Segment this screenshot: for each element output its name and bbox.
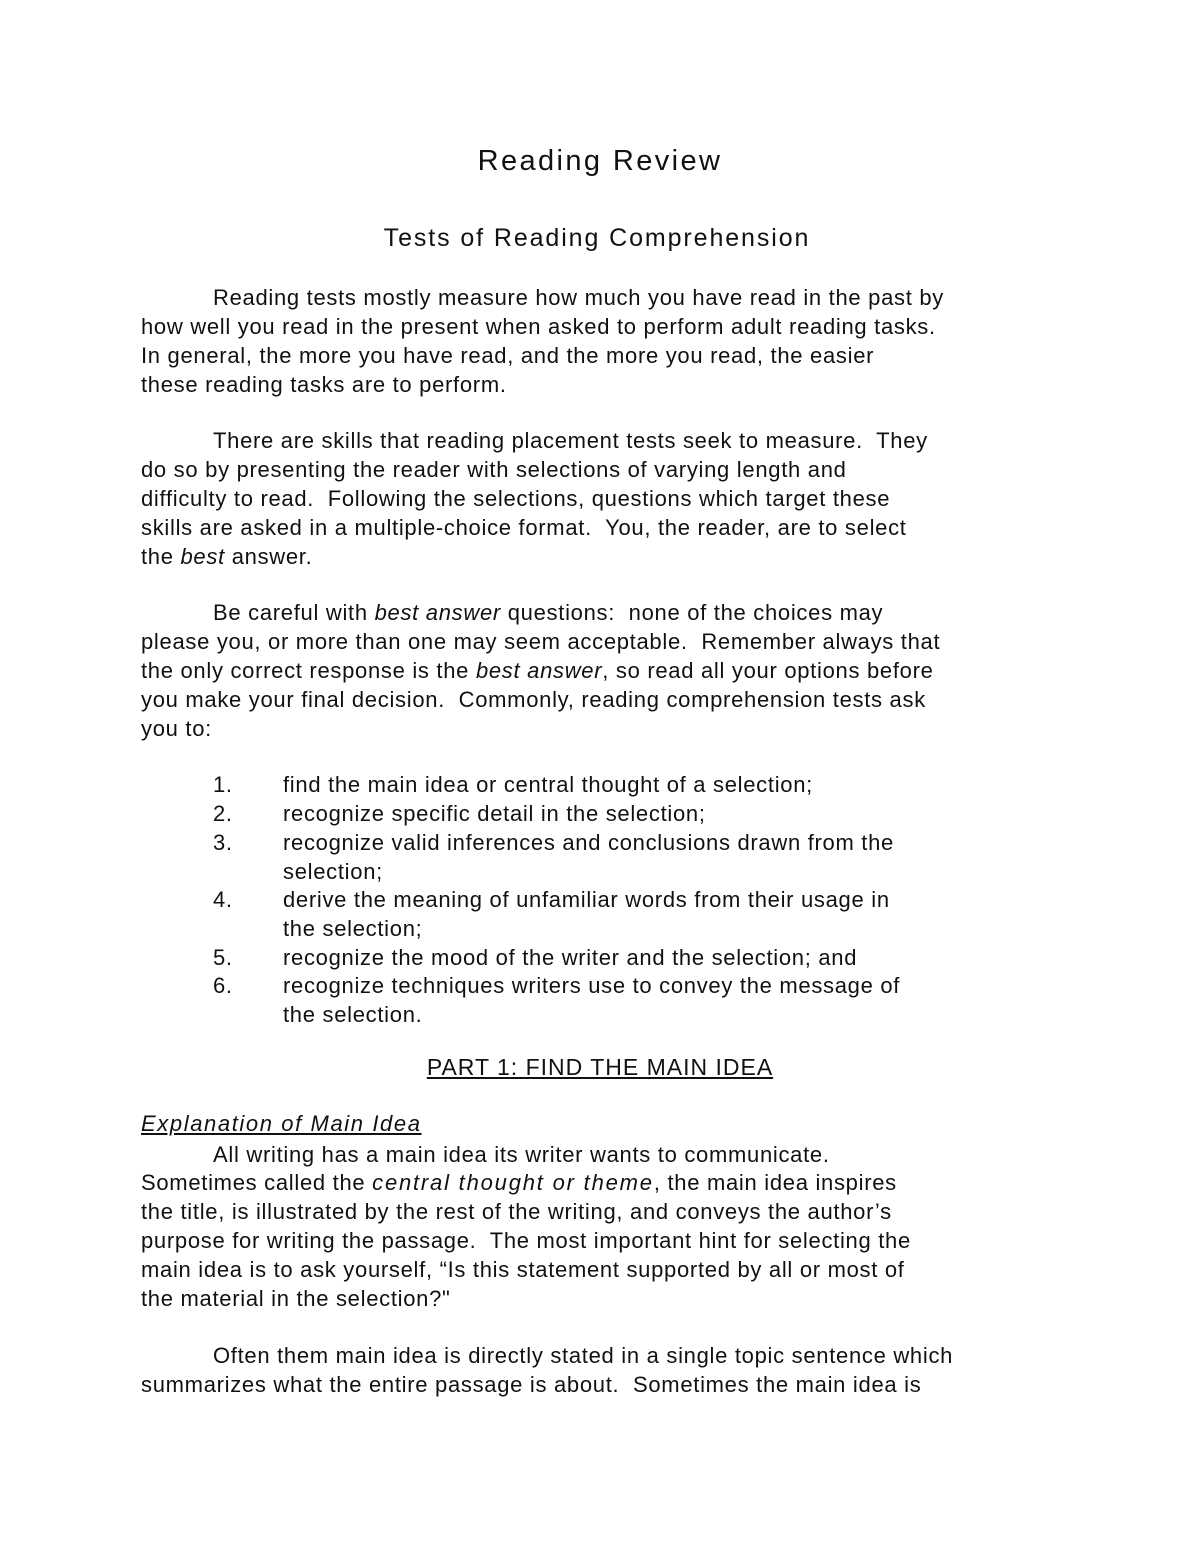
para3-line: the only correct response is the best answer, so read all your options before (141, 658, 934, 683)
list-item-number: 6. (213, 973, 233, 998)
list-item: recognize the mood of the writer and the selection; and (283, 945, 858, 970)
list-item: recognize valid inferences and conclusions drawn from the (283, 830, 894, 855)
list-item-number: 2. (213, 801, 233, 826)
emphasis-best-answer: best answer (374, 600, 501, 625)
para3-line: please you, or more than one may seem acceptable. Remember always that (141, 629, 941, 654)
emphasis-best-answer: best answer (475, 658, 603, 683)
para5-line: Often them main idea is directly stated in a single topic sentence which (213, 1343, 954, 1368)
para3-line: you make your final decision. Commonly, reading comprehension tests ask (141, 687, 926, 712)
list-item-number: 4. (213, 887, 233, 912)
list-item: recognize specific detail in the selection; (283, 801, 706, 826)
para2-line: There are skills that reading placement tests seek to measure. They (213, 428, 928, 453)
para1-line: Reading tests mostly measure how much you have read in the past by (213, 285, 945, 310)
document-title: Reading Review (477, 145, 723, 177)
para4-line: the material in the selection?" (141, 1286, 451, 1311)
document-subtitle: Tests of Reading Comprehension (383, 224, 811, 252)
emphasis-central-thought: central thought or theme (372, 1170, 654, 1195)
para1-line: In general, the more you have read, and the more you read, the easier (141, 343, 875, 368)
list-item-number: 1. (213, 772, 233, 797)
para4-line: purpose for writing the passage. The most important hint for selecting the (141, 1228, 911, 1253)
list-item-number: 5. (213, 945, 233, 970)
para3-line: you to: (141, 716, 212, 741)
list-item: the selection. (283, 1002, 423, 1027)
para4-line: the title, is illustrated by the rest of the writing, and conveys the author’s (141, 1199, 892, 1224)
para5-line: summarizes what the entire passage is about. Sometimes the main idea is (141, 1372, 922, 1397)
para2-line: difficulty to read. Following the selections, questions which target these (141, 486, 891, 511)
para4-line: All writing has a main idea its writer wants to communicate. (213, 1142, 830, 1167)
para4-line: main idea is to ask yourself, “Is this statement supported by all or most of (141, 1257, 905, 1282)
list-item: derive the meaning of unfamiliar words from their usage in (283, 887, 890, 912)
section-heading: PART 1: FIND THE MAIN IDEA (426, 1054, 774, 1080)
para2-line: do so by presenting the reader with selections of varying length and (141, 457, 847, 482)
para4-line: Sometimes called the central thought or theme, the main idea inspires (141, 1170, 897, 1195)
list-item-number: 3. (213, 830, 233, 855)
list-item: recognize techniques writers use to convey the message of (283, 973, 901, 998)
list-item: selection; (283, 859, 383, 884)
para2-line: skills are asked in a multiple-choice format. You, the reader, are to select (141, 515, 907, 540)
para1-line: these reading tasks are to perform. (141, 372, 507, 397)
subheading: Explanation of Main Idea (141, 1111, 422, 1136)
para3-line: Be careful with best answer questions: none of the choices may (213, 600, 884, 625)
list-item: the selection; (283, 916, 423, 941)
emphasis-best: best (180, 544, 225, 569)
list-item: find the main idea or central thought of a selection; (283, 772, 813, 797)
para1-line: how well you read in the present when asked to perform adult reading tasks. (141, 314, 936, 339)
para2-line: the best answer. (141, 544, 313, 569)
